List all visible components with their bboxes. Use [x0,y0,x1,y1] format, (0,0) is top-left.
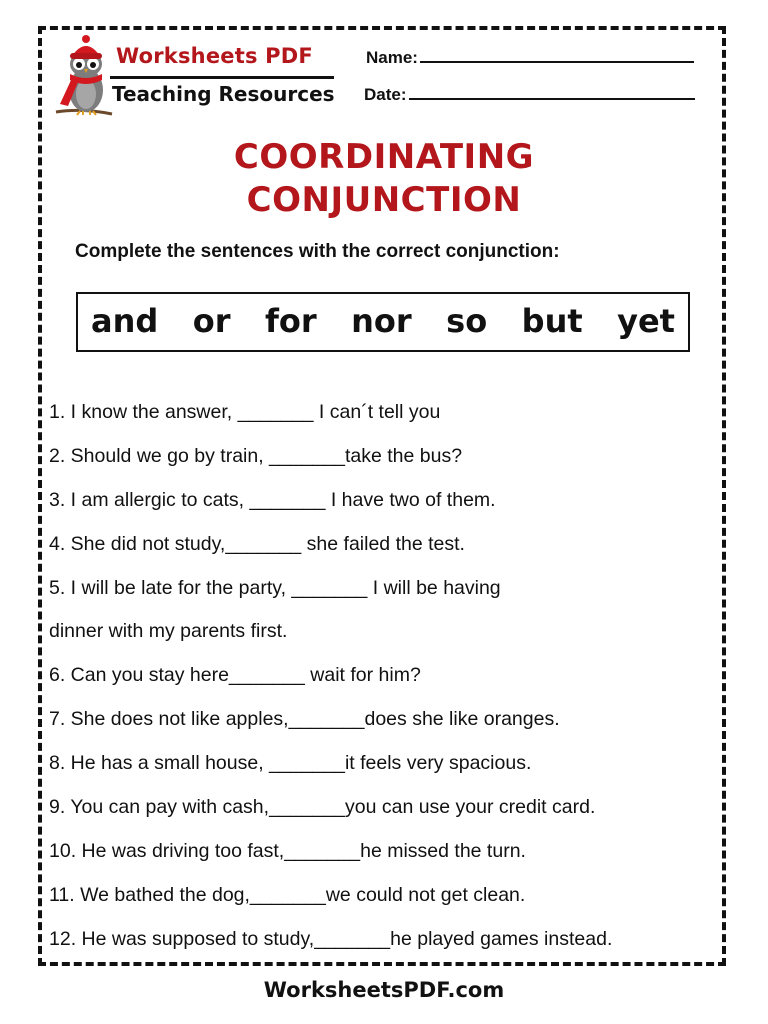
brand-name: Worksheets PDF [116,44,313,68]
name-label: Name: [366,48,418,67]
sentence-item: 8. He has a small house, _______it feels very spacious. [49,752,532,775]
sentence-item: 2. Should we go by train, _______take the bus? [49,444,463,467]
date-blank-line[interactable] [409,84,695,100]
sentence-item: 10. He was driving too fast,_______he missed the turn. [49,839,526,862]
word-bank [76,292,690,352]
sentence-item: 5. I will be late for the party, _______ I will be having [49,576,501,599]
sentence-item: 6. Can you stay here_______ wait for him? [49,664,421,687]
word-bank-item: so [446,302,488,340]
date-label: Date: [364,85,407,104]
brand-divider [110,76,334,79]
footer-website: WorksheetsPDF.com [263,978,505,1002]
instruction-text: Complete the sentences with the correct conjunction: [75,241,560,262]
sentence-list [49,391,612,962]
date-field[interactable] [364,84,695,105]
sentence-item: 11. We bathed the dog,_______we could not get clean. [49,883,526,906]
word-bank-item: nor [351,302,412,340]
name-field[interactable] [366,47,694,68]
name-blank-line[interactable] [420,47,694,63]
word-bank-item: but [521,302,583,340]
sentence-item: 7. She does not like apples,_______does she like oranges. [49,708,560,731]
sentence-item: 12. He was supposed to study,_______he played games instead. [49,927,613,950]
sentence-item: 3. I am allergic to cats, _______ I have two of them. [49,488,496,511]
page-title-line-1: COORDINATING [233,137,535,177]
sentence-item: 9. You can pay with cash,_______you can use your credit card. [49,796,596,819]
sentence-item-continuation: dinner with my parents first. [49,620,288,643]
owl-icon [52,34,118,122]
sentence-item: 1. I know the answer, _______ I can´t tell you [49,401,441,423]
word-bank-item: and [91,302,159,340]
word-bank-item: yet [617,302,675,340]
brand-logo [50,34,350,124]
word-bank-item: or [192,302,231,340]
page-title-line-2: CONJUNCTION [246,180,522,220]
brand-tagline: Teaching Resources [112,82,335,106]
sentence-item: 4. She did not study,_______ she failed the test. [49,532,465,555]
word-bank-item: for [264,302,317,340]
